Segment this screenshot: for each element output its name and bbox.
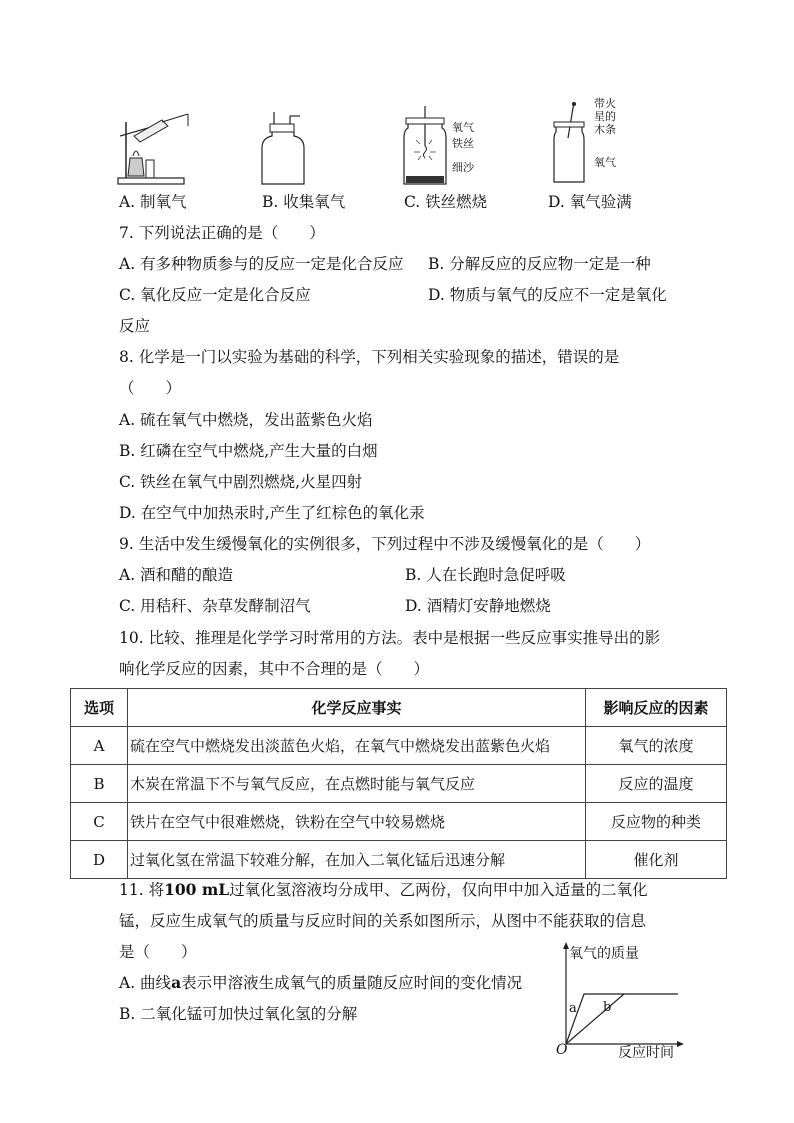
table-cell-factor: 反应物的种类 [586, 803, 727, 841]
apparatus-c-label-iron: 铁丝 [452, 137, 474, 150]
table-cell-option: D [71, 841, 128, 879]
q11-option-a-curve: a [171, 973, 182, 992]
curve-a [566, 994, 678, 1044]
q11-stem-post: 过氧化氢溶液均分成甲、乙两份，仅向甲中加入适量的二氧化 [229, 881, 648, 899]
q7-option-d-cont: 反应 [119, 317, 151, 335]
table-cell-fact: 木炭在常温下不与氧气反应，在点燃时能与氧气反应 [128, 765, 586, 803]
apparatus-c-label-oxygen: 氧气 [452, 121, 474, 134]
table-row [71, 727, 727, 765]
table-cell-option: B [71, 765, 128, 803]
q11-stem-paren: 是（ ） [119, 943, 197, 961]
table-cell-factor: 氧气的浓度 [586, 727, 727, 765]
apparatus-c-caption: C. 铁丝燃烧 [404, 193, 488, 211]
apparatus-d-label-oxygen: 氧气 [594, 156, 616, 169]
q8-option-d: D. 在空气中加热汞时,产生了红棕色的氧化汞 [119, 504, 425, 522]
table-header-option: 选项 [71, 689, 128, 727]
table-row [71, 765, 727, 803]
q8-option-b: B. 红磷在空气中燃烧,产生大量的白烟 [119, 442, 378, 460]
table-row [71, 803, 727, 841]
table-header-row [71, 689, 727, 727]
table-row [71, 841, 727, 879]
graph-curve-b-label: b [603, 1000, 612, 1015]
q8-option-a: A. 硫在氧气中燃烧，发出蓝紫色火焰 [119, 411, 373, 429]
q10-stem: 10. 比较、推理是化学学习时常用的方法。表中是根据一些反应事实推导出的影 [119, 629, 661, 647]
apparatus-d-label-2: 星的 [594, 110, 616, 123]
graph-y-label: 氧气的质量 [569, 946, 639, 962]
q9-option-a: A. 酒和醋的酿造 [119, 566, 234, 584]
table-header-factor: 影响反应的因素 [586, 689, 727, 727]
q7-stem: 7. 下列说法正确的是（ ） [119, 224, 325, 242]
q8-stem: 8. 化学是一门以实验为基础的科学，下列相关实验现象的描述，错误的是 [119, 348, 620, 366]
q8-stem-paren: （ ） [119, 379, 182, 397]
apparatus-c-label-sand: 细沙 [452, 161, 474, 174]
table-header-fact: 化学反应事实 [128, 689, 586, 727]
q11-option-a-pre: A. 曲线 [119, 974, 172, 992]
q7-option-b: B. 分解反应的反应物一定是一种 [428, 255, 651, 273]
apparatus-b-gas-bottle [260, 112, 306, 188]
graph-x-axis-arrow [677, 1041, 684, 1047]
table-cell-fact: 铁片在空气中很难燃烧，铁粉在空气中较易燃烧 [128, 803, 586, 841]
q10-table [70, 688, 727, 879]
apparatus-c-iron-burning [402, 106, 448, 188]
graph-curve-a-label: a [569, 1001, 577, 1016]
q11-option-a [119, 973, 522, 993]
graph-x-label: 反应时间 [618, 1045, 674, 1061]
apparatus-a-oxygen-generation [116, 110, 196, 188]
apparatus-d-caption: D. 氧气验满 [548, 193, 632, 211]
q11-option-a-post: 表示甲溶液生成氧气的质量随反应时间的变化情况 [181, 974, 523, 992]
q9-option-d: D. 酒精灯安静地燃烧 [405, 597, 551, 615]
q9-stem: 9. 生活中发生缓慢氧化的实例很多，下列过程中不涉及缓慢氧化的是（ ） [119, 535, 651, 553]
q9-option-b: B. 人在长跑时急促呼吸 [405, 566, 566, 584]
q11-stem-cont: 锰，反应生成氧气的质量与反应时间的关系如图所示，从图中不能获取的信息 [119, 912, 647, 930]
table-cell-fact: 过氧化氢在常温下较难分解，在加入二氧化锰后迅速分解 [128, 841, 586, 879]
q11-stem [119, 880, 648, 900]
table-cell-fact: 硫在空气中燃烧发出淡蓝色火焰，在氧气中燃烧发出蓝紫色火焰 [128, 727, 586, 765]
apparatus-d-label-1: 带火 [594, 97, 616, 110]
table-cell-option: C [71, 803, 128, 841]
q7-option-d: D. 物质与氧气的反应不一定是氧化 [428, 286, 667, 304]
q11-stem-pre: 11. 将 [119, 881, 165, 899]
q11-stem-volume: 100 mL [164, 880, 230, 899]
q9-option-c: C. 用秸秆、杂草发酵制沼气 [119, 597, 311, 615]
apparatus-a-caption: A. 制氧气 [119, 193, 187, 211]
q7-option-c: C. 氧化反应一定是化合反应 [119, 286, 311, 304]
apparatus-b-caption: B. 收集氧气 [262, 193, 346, 211]
table-cell-option: A [71, 727, 128, 765]
apparatus-d-label-3: 木条 [594, 123, 616, 136]
apparatus-d-oxygen-test [552, 102, 596, 186]
graph-origin-label: O [556, 1042, 568, 1058]
q11-option-b: B. 二氧化锰可加快过氧化氢的分解 [119, 1005, 358, 1023]
table-cell-factor: 催化剂 [586, 841, 727, 879]
q10-stem-cont: 响化学反应的因素，其中不合理的是（ ） [119, 660, 430, 678]
q8-option-c: C. 铁丝在氧气中剧烈燃烧,火星四射 [119, 473, 363, 491]
table-cell-factor: 反应的温度 [586, 765, 727, 803]
q7-option-a: A. 有多种物质参与的反应一定是化合反应 [119, 255, 404, 273]
